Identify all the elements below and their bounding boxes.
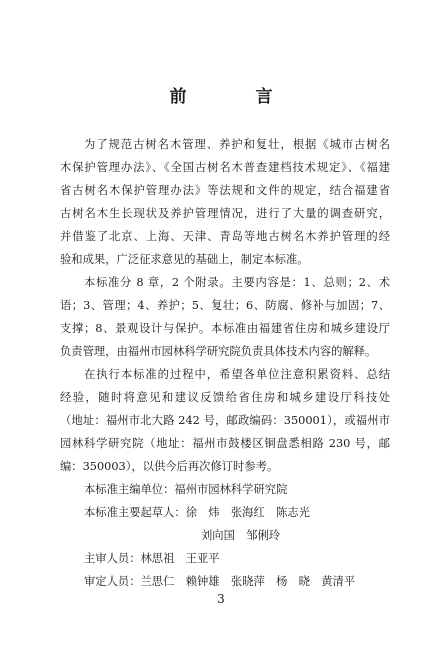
page-title: 前 言 [169,87,299,107]
text-line: 经验，随时将意见和建议反馈给省住房和城乡建设厅科技处 [60,391,390,404]
reviewers-lead-label: 主审人员： [84,552,141,565]
text-line: 负责管理，由福州市园林科学研究院负责具体技术内容的解释。 [60,345,377,358]
reviewers-lead-line [60,547,390,570]
paragraph-contents [60,271,390,363]
text-line: （地址：福州市北大路 242 号，邮政编码：350001），或福州市 [60,414,390,427]
reviewers-names: 兰思仁 赖钟雄 张晓萍 杨 晓 黄清平 [140,575,356,588]
text-line: 为了规范古树名木管理、养护和复壮，根据《城市古树名 [84,138,390,151]
text-line: 园林科学研究院（地址：福州市鼓楼区铜盘悉相路 230 号，邮 [60,437,390,450]
text-line: 本标准分 8 章，2 个附录。主要内容是：1、总则；2、术 [84,276,390,289]
text-line: 古树名木生长现状及养护管理情况，进行了大量的调查研究， [60,207,390,220]
reviewers-label: 审定人员： [84,575,141,588]
text-line: 验和成果，广泛征求意见的基础上，制定本标准。 [60,253,309,266]
text-line: 省古树名木保护管理办法》等法规和文件的规定，结合福建省 [60,184,390,197]
drafters-names: 徐 炜 张海红 陈志光 [185,506,310,519]
chief-editor-label: 本标准主编单位： [84,483,175,496]
drafters-line [60,501,390,524]
chief-editor-line [60,478,390,501]
text-line: 并借鉴了北京、上海、天津、青岛等地古树名木养护管理的经 [60,230,390,243]
preface-body [60,133,390,593]
paragraph-feedback [60,363,390,478]
reviewers-lead-names: 林思祖 王亚平 [140,552,220,565]
text-line: 支撑；8、景观设计与保护。本标准由福建省住房和城乡建设厅 [60,322,390,335]
text-line: 语；3、管理；4、养护；5、复壮；6、防腐、修补与加固；7、 [60,299,390,312]
text-line: 木保护管理办法》、《全国古树名木普查建档技术规定》、《福建 [60,161,390,174]
drafters-label: 本标准主要起草人： [84,506,186,519]
drafters-names: 刘向国 邹俐玲 [201,529,281,542]
text-line: 在执行本标准的过程中，希望各单位注意积累资料、总结 [84,368,390,381]
drafters-line-continued [60,524,390,547]
reviewers-line [60,570,390,593]
chief-editor-value: 福州市园林科学研究院 [174,483,288,496]
paragraph-purpose [60,133,390,271]
page-number: 3 [217,592,225,606]
text-line: 编：350003），以供今后再次修订时参考。 [60,460,279,473]
